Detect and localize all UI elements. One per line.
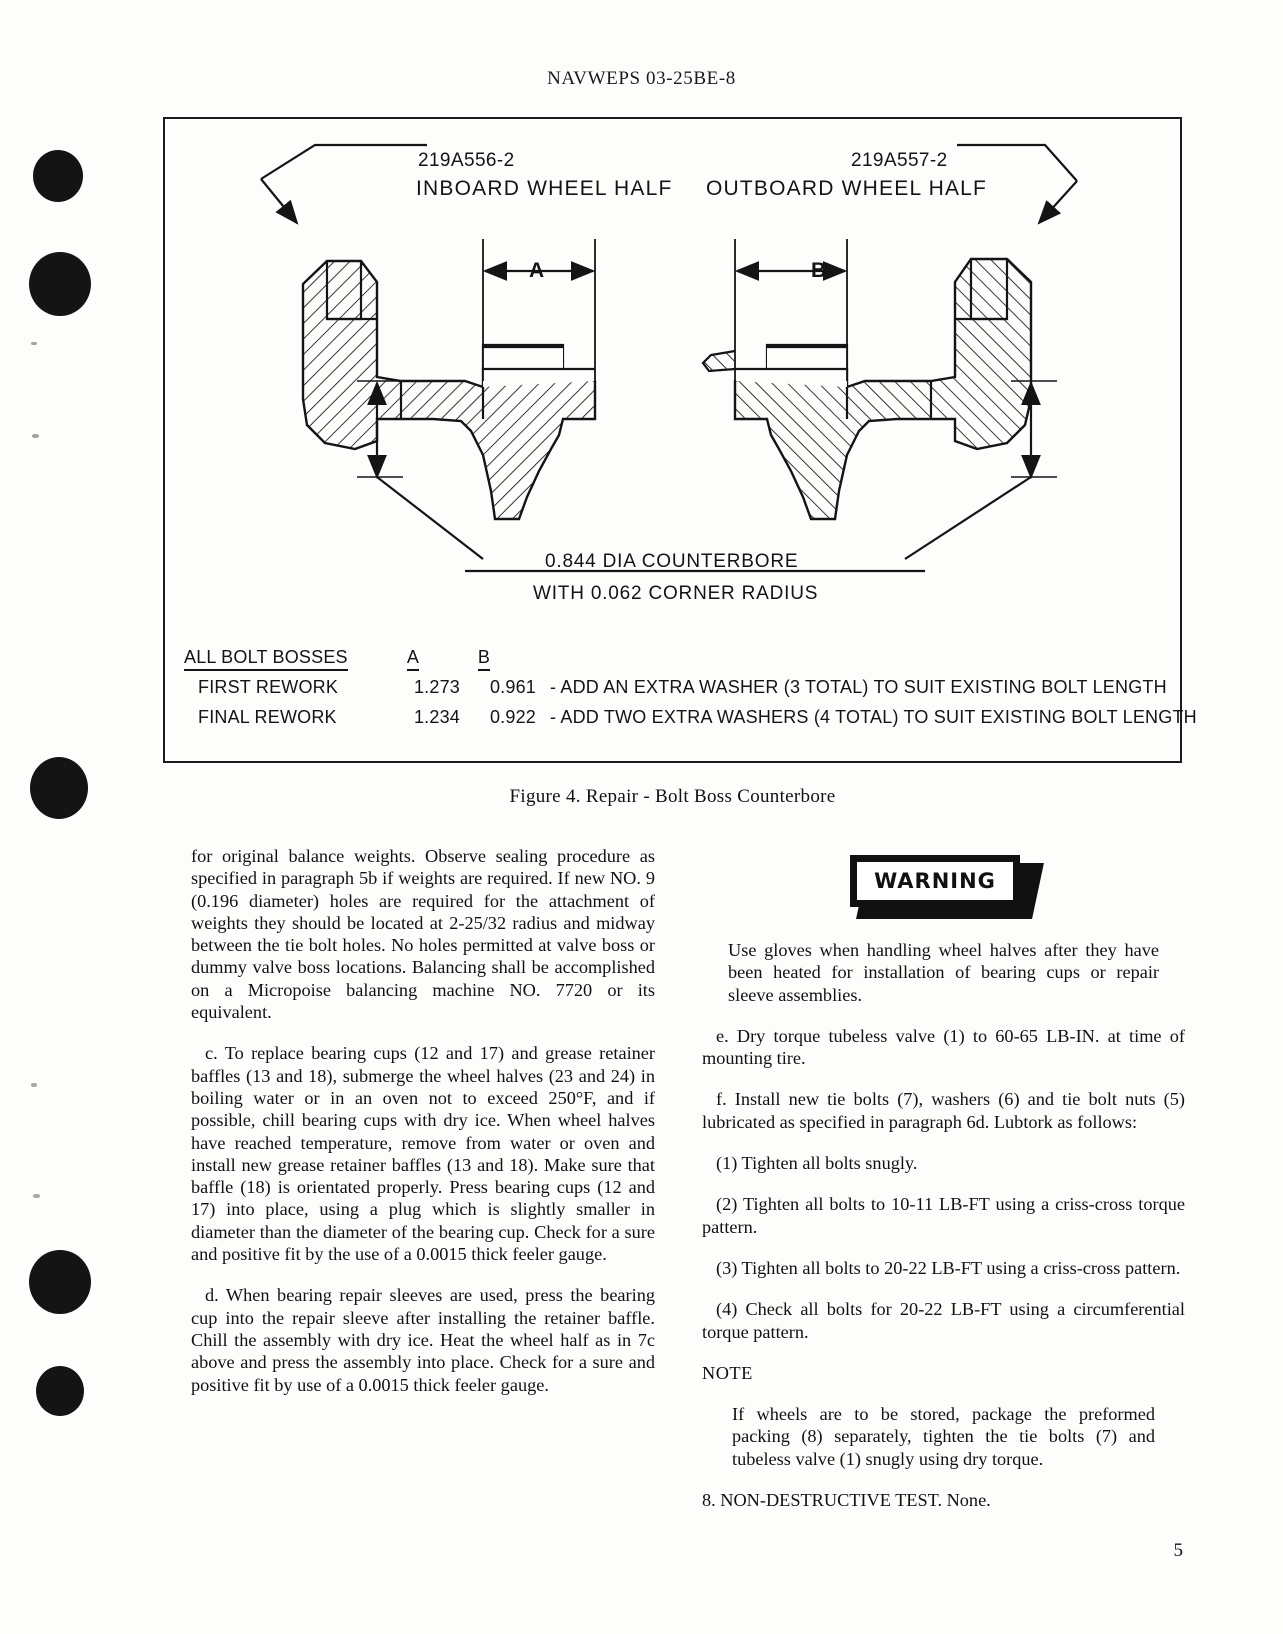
table-header-a: A xyxy=(380,647,446,668)
body-column-left xyxy=(191,845,655,1415)
scan-speck xyxy=(32,434,39,438)
inboard-part-number: 219A556-2 xyxy=(418,150,515,171)
rework-a-value: 1.273 xyxy=(413,677,460,697)
table-header-b: B xyxy=(446,647,522,668)
scan-speck xyxy=(31,1083,37,1087)
step-1: (1) Tighten all bolts snugly. xyxy=(716,1153,918,1174)
paragraph-e: e. Dry torque tubeless valve (1) to 60-65 LB-IN. at time of mounting tire. xyxy=(702,1025,1185,1069)
rework-note: - ADD TWO EXTRA WASHERS (4 TOTAL) TO SUIT EXISTING BOLT LENGTH xyxy=(550,707,1197,727)
outboard-wheel-half-label: OUTBOARD WHEEL HALF xyxy=(706,177,988,200)
punch-hole xyxy=(36,1366,84,1416)
warning-banner-box xyxy=(850,855,1020,907)
page-title: NAVWEPS 03-25BE-8 xyxy=(547,68,736,89)
inboard-wheel-half-label: INBOARD WHEEL HALF xyxy=(416,177,673,200)
table-header-row xyxy=(182,647,1167,677)
step-3: (3) Tighten all bolts to 20-22 LB-FT using a criss-cross pattern. xyxy=(716,1257,1181,1278)
counterbore-note-line-2: WITH 0.062 CORNER RADIUS xyxy=(533,583,819,604)
paragraph-c: c. To replace bearing cups (12 and 17) and grease retainer baffles (13 and 18), submerge the wheel halves (23 and 24) in boiling water or in an oven not to exceed 250°F, and if possible, chill bearing cups with dry ice. When wheel halves have reached temperature, remove from water or oven and install new grease retainer baffles (13 and 18). Make sure that baffle (18) is orientated properly. Press bearing cups (12 and 17) into place, using a plug which is slightly smaller in diameter than the diameter of the bearing cup. Check for a sure and positive fit by the use of a 0.0015 thick feeler gauge. xyxy=(191,1043,655,1265)
paragraph-8-non-destructive-test: 8. NON-DESTRUCTIVE TEST. None. xyxy=(702,1490,991,1511)
figure-drawing-area xyxy=(165,119,1197,761)
paragraph-d: d. When bearing repair sleeves are used, press the bearing cup into the repair sleeve after installing the retainer baffle. Chill the assembly with dry ice. Heat the wheel half as in 7c above and press the assembly into place. Check for a sure and positive fit by use of a 0.0015 thick feeler gauge. xyxy=(191,1285,655,1395)
punch-hole xyxy=(29,1250,91,1314)
dimension-a-label: A xyxy=(529,259,546,282)
scan-speck xyxy=(31,342,37,345)
table-row xyxy=(182,677,1167,707)
step-4: (4) Check all bolts for 20-22 LB-FT using a circumferential torque pattern. xyxy=(702,1299,1185,1342)
figure-caption: Figure 4. Repair - Bolt Boss Counterbore xyxy=(509,786,836,807)
table-header-title: ALL BOLT BOSSES xyxy=(182,647,380,668)
outboard-part-number: 219A557-2 xyxy=(851,150,948,171)
step-2: (2) Tighten all bolts to 10-11 LB-FT using a criss-cross torque pattern. xyxy=(702,1194,1185,1237)
scan-speck xyxy=(33,1194,40,1198)
rework-a-value: 1.234 xyxy=(413,707,460,727)
rework-name: FINAL REWORK xyxy=(198,707,337,727)
figure-4-frame xyxy=(163,117,1197,763)
bolt-boss-rework-table xyxy=(182,647,1197,737)
note-label: NOTE xyxy=(702,1362,753,1383)
punch-hole xyxy=(33,150,83,202)
table-row xyxy=(182,707,1197,737)
page-number: 5 xyxy=(1173,1540,1183,1561)
rework-b-value: 0.961 xyxy=(489,677,536,697)
rework-name: FIRST REWORK xyxy=(198,677,339,697)
punch-hole xyxy=(29,252,91,316)
punch-hole xyxy=(30,757,88,819)
counterbore-note-line-1: 0.844 DIA COUNTERBORE xyxy=(545,551,799,572)
rework-b-value: 0.922 xyxy=(489,707,536,727)
note-text: If wheels are to be stored, package the preformed packing (8) separately, tighten the tie bolts (7) and tubeless valve (1) snugly using dry torque. xyxy=(732,1404,1155,1469)
warning-banner xyxy=(702,845,1185,923)
rework-note: - ADD AN EXTRA WASHER (3 TOTAL) TO SUIT EXISTING BOLT LENGTH xyxy=(550,677,1167,697)
warning-text: Use gloves when handling wheel halves after they have been heated for installation of bearing cups or repair sleeve assemblies. xyxy=(728,940,1159,1005)
paragraph-balance-weights: for original balance weights. Observe sealing procedure as specified in paragraph 5b if weights are required. If new NO. 9 (0.196 diameter) holes are required for the attachment of weights they should be located at 2-25/32 radius and midway between the tie bolt holes. No holes permitted at valve boss or dummy valve boss locations. Balancing shall be accomplished on a Micropoise balancing machine NO. 7720 or its equivalent. xyxy=(191,846,655,1023)
body-column-right xyxy=(702,845,1185,1530)
dimension-b-label: B xyxy=(811,259,828,282)
warning-label: WARNING xyxy=(874,868,996,893)
paragraph-f: f. Install new tie bolts (7), washers (6) and tie bolt nuts (5) lubricated as specified in paragraph 6d. Lubtork as follows: xyxy=(702,1089,1185,1132)
